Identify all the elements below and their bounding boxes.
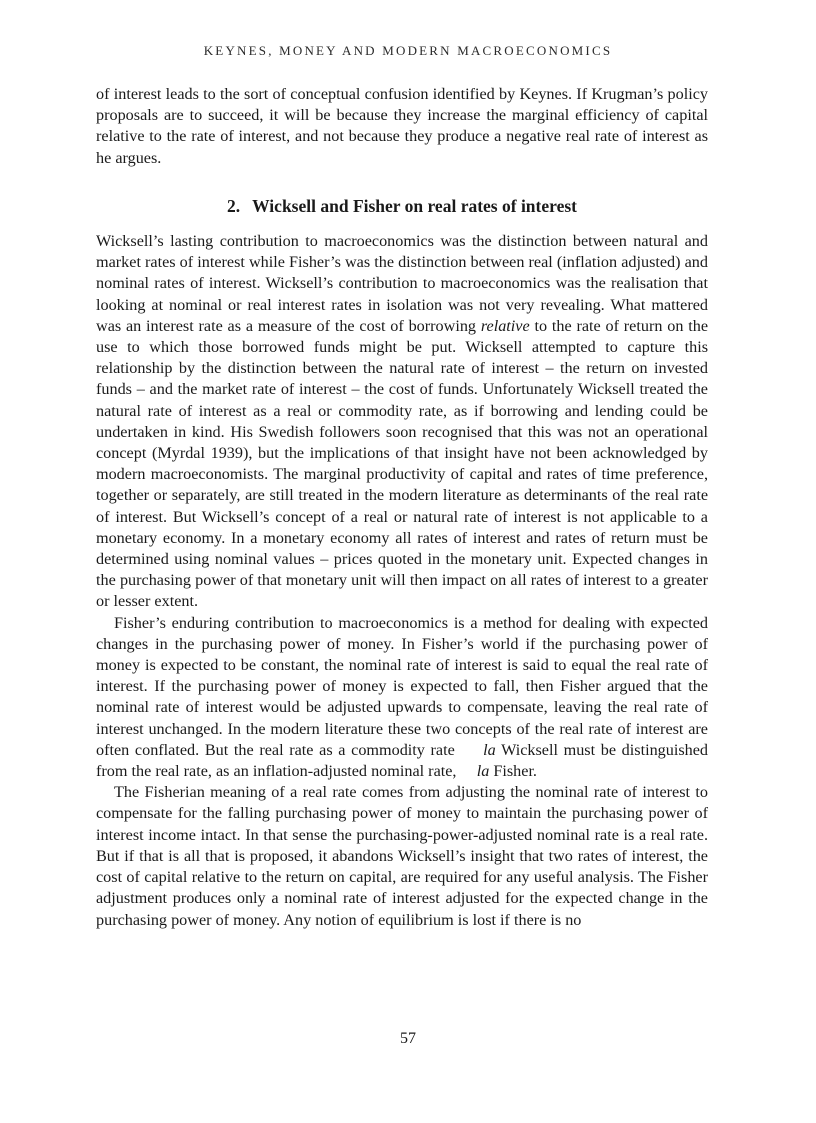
section-body — [96, 231, 708, 931]
paragraph-fisher-part-1: Fisher’s enduring contribution to macroeconomics is a method for dealing with expected changes in the purchasing power of money. In Fisher’s world if the purchasing power of money is expected to be constant, the nominal rate of interest is said to equal the real rate of interest. If the purchasing power of money is expected to fall, then Fisher argued that the nominal rate of interest would be adjusted upwards to compensate, leaving the real rate of interest unchanged. In the modern literature these two concepts of the real rate of interest are often conflated. But the real rate as a commodity rate — [96, 613, 708, 759]
section-number: 2. — [227, 196, 241, 216]
emphasis-la-wicksell: la — [483, 740, 496, 759]
paragraph-wicksell-part-1: Wicksell’s lasting contribution to macroeconomics was the distinction between natural and market rates of interest while Fisher’s was the distinction between real (inflation adjusted) and nominal rates of interest. Wicksell’s contribution to macroeconomics was the realisation that looking at nominal or real interest rates in isolation was not very revealing. What mattered was an interest rate as a measure of the cost of borrowing — [96, 232, 708, 335]
intro-paragraph: of interest leads to the sort of conceptual confusion identified by Keynes. If Krugman’s policy proposals are to succeed, it will be because they increase the marginal efficiency of capital relative to the rate of interest, and not because they produce a negative real rate of interest as he argues. — [96, 85, 708, 167]
emphasis-relative: relative — [480, 316, 530, 335]
section-heading — [96, 196, 708, 217]
running-head: KEYNES, MONEY AND MODERN MACROECONOMICS — [203, 43, 613, 58]
page-number: 57 — [400, 1030, 416, 1047]
paragraph-fisher — [96, 613, 708, 783]
section-title: Wicksell and Fisher on real rates of interest — [252, 196, 577, 216]
paragraph-wicksell — [96, 231, 708, 613]
paragraph-wicksell-part-2: to the rate of return on the use to which those borrowed funds might be put. Wicksell attempted to capture this relationship by the distinction between the natural rate of interest – the return on invested funds – and the market rate of interest – the cost of funds. Unfortunately Wicksell treated the natural rate of interest as a real or commodity rate, as if borrowing and lending could be undertaken in kind. His Swedish followers soon recognised that this was not an operational concept (Myrdal 1939), but the implications of that insight have not been acknowledged by modern macroeconomists. The marginal productivity of capital and rates of time preference, together or separately, are still treated in the modern literature as determinants of the real rate of interest. But Wicksell’s concept of a real or natural rate of interest is not applicable to a monetary economy. In a monetary economy all rates of interest and rates of return must be determined using nominal values – prices quoted in the monetary unit. Expected changes in the purchasing power of that monetary unit will then impact on all rates of interest to a greater or lesser extent. — [96, 316, 709, 611]
emphasis-la-fisher: la — [476, 762, 490, 781]
paragraph-fisher-part-3: Fisher. — [493, 762, 537, 781]
paragraph-fisherian-meaning: The Fisherian meaning of a real rate comes from adjusting the nominal rate of interest to compensate for the falling purchasing power of money to maintain the purchasing power of interest income intact. In that sense the purchasing-power-adjusted nominal rate is a real rate. But if that is all that is proposed, it abandons Wicksell’s insight that two rates of interest, the cost of capital relative to the return on capital, are required for any useful analysis. The Fisher adjustment produces only a nominal rate of interest adjusted for the expected change in the purchasing power of money. Any notion of equilibrium is lost if there is no — [96, 783, 708, 929]
intro-paragraph-block — [96, 84, 708, 169]
paragraph-fisher-part-2: Wicksell must be distinguished from the real rate, as an inflation-adjusted nominal rate, — [96, 740, 709, 781]
